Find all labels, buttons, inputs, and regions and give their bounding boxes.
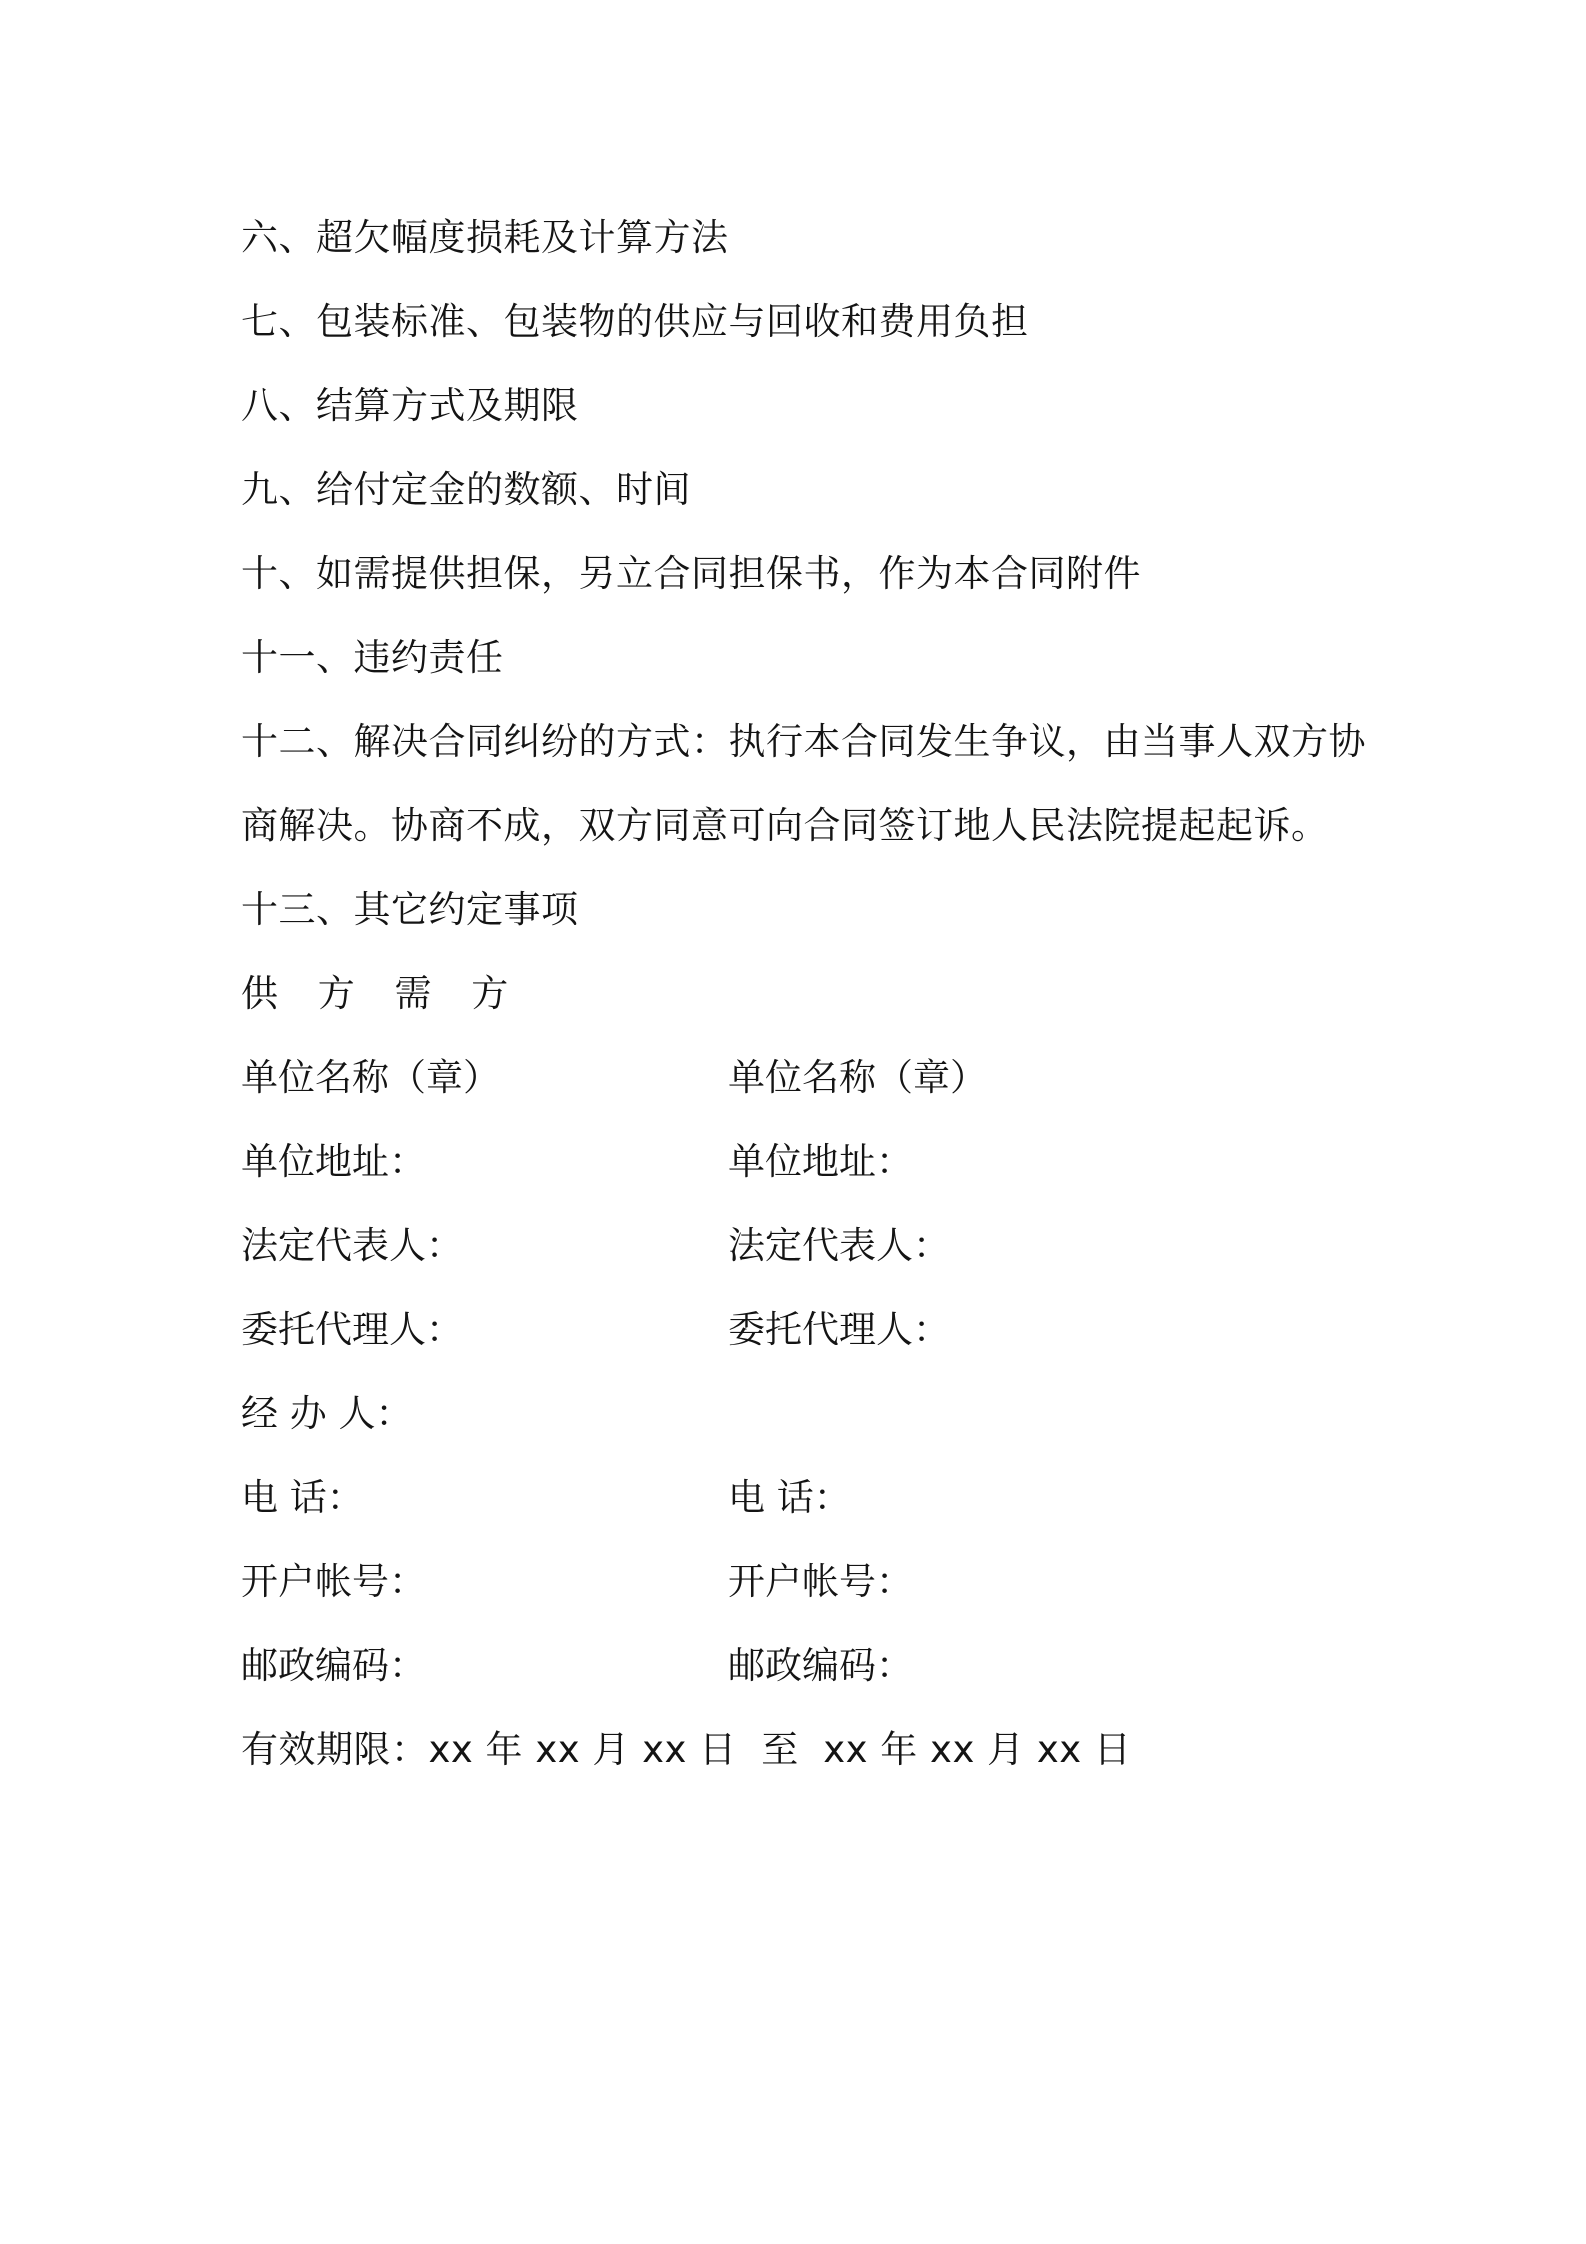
contract-body [241, 196, 1381, 1792]
clause-6: 六、超欠幅度损耗及计算方法 [241, 216, 729, 259]
validity-period: 有效期限：xx 年 xx 月 xx 日 至 xx 年 xx 月 xx 日 [241, 1728, 1132, 1771]
supplier-account-label: 开户帐号： [241, 1560, 426, 1603]
unit-name-row [241, 1036, 1381, 1120]
postcode-row [241, 1624, 1381, 1708]
buyer-unit-name-label: 单位名称（章） [728, 1056, 987, 1099]
clause-12-line-2: 商解决。协商不成，双方同意可向合同签订地人民法院提起起诉。 [241, 804, 1329, 847]
clause-13: 十三、其它约定事项 [241, 888, 579, 931]
buyer-legal-rep-label: 法定代表人： [728, 1224, 950, 1267]
supplier-address-label: 单位地址： [241, 1140, 426, 1183]
clause-10: 十、如需提供担保，另立合同担保书，作为本合同附件 [241, 552, 1141, 595]
clause-9: 九、给付定金的数额、时间 [241, 468, 691, 511]
handler-row [241, 1372, 1381, 1456]
legal-rep-row [241, 1204, 1381, 1288]
buyer-account-label: 开户帐号： [728, 1560, 913, 1603]
supplier-phone-label: 电 话： [241, 1476, 364, 1519]
phone-row [241, 1456, 1381, 1540]
handler-label: 经 办 人： [241, 1392, 413, 1435]
supplier-unit-name-label: 单位名称（章） [241, 1056, 500, 1099]
buyer-phone-label: 电 话： [728, 1476, 851, 1519]
agent-row [241, 1288, 1381, 1372]
address-row [241, 1120, 1381, 1204]
clause-11: 十一、违约责任 [241, 636, 504, 679]
supplier-agent-label: 委托代理人： [241, 1308, 463, 1351]
account-row [241, 1540, 1381, 1624]
clause-12-line-1: 十二、解决合同纠纷的方式：执行本合同发生争议，由当事人双方协 [241, 720, 1366, 763]
buyer-address-label: 单位地址： [728, 1140, 913, 1183]
supplier-legal-rep-label: 法定代表人： [241, 1224, 463, 1267]
buyer-agent-label: 委托代理人： [728, 1308, 950, 1351]
buyer-postcode-label: 邮政编码： [728, 1644, 913, 1687]
parties-heading: 供 方 需 方 [241, 972, 523, 1015]
supplier-postcode-label: 邮政编码： [241, 1644, 426, 1687]
clause-8: 八、结算方式及期限 [241, 384, 579, 427]
clause-7: 七、包装标准、包装物的供应与回收和费用负担 [241, 300, 1029, 343]
